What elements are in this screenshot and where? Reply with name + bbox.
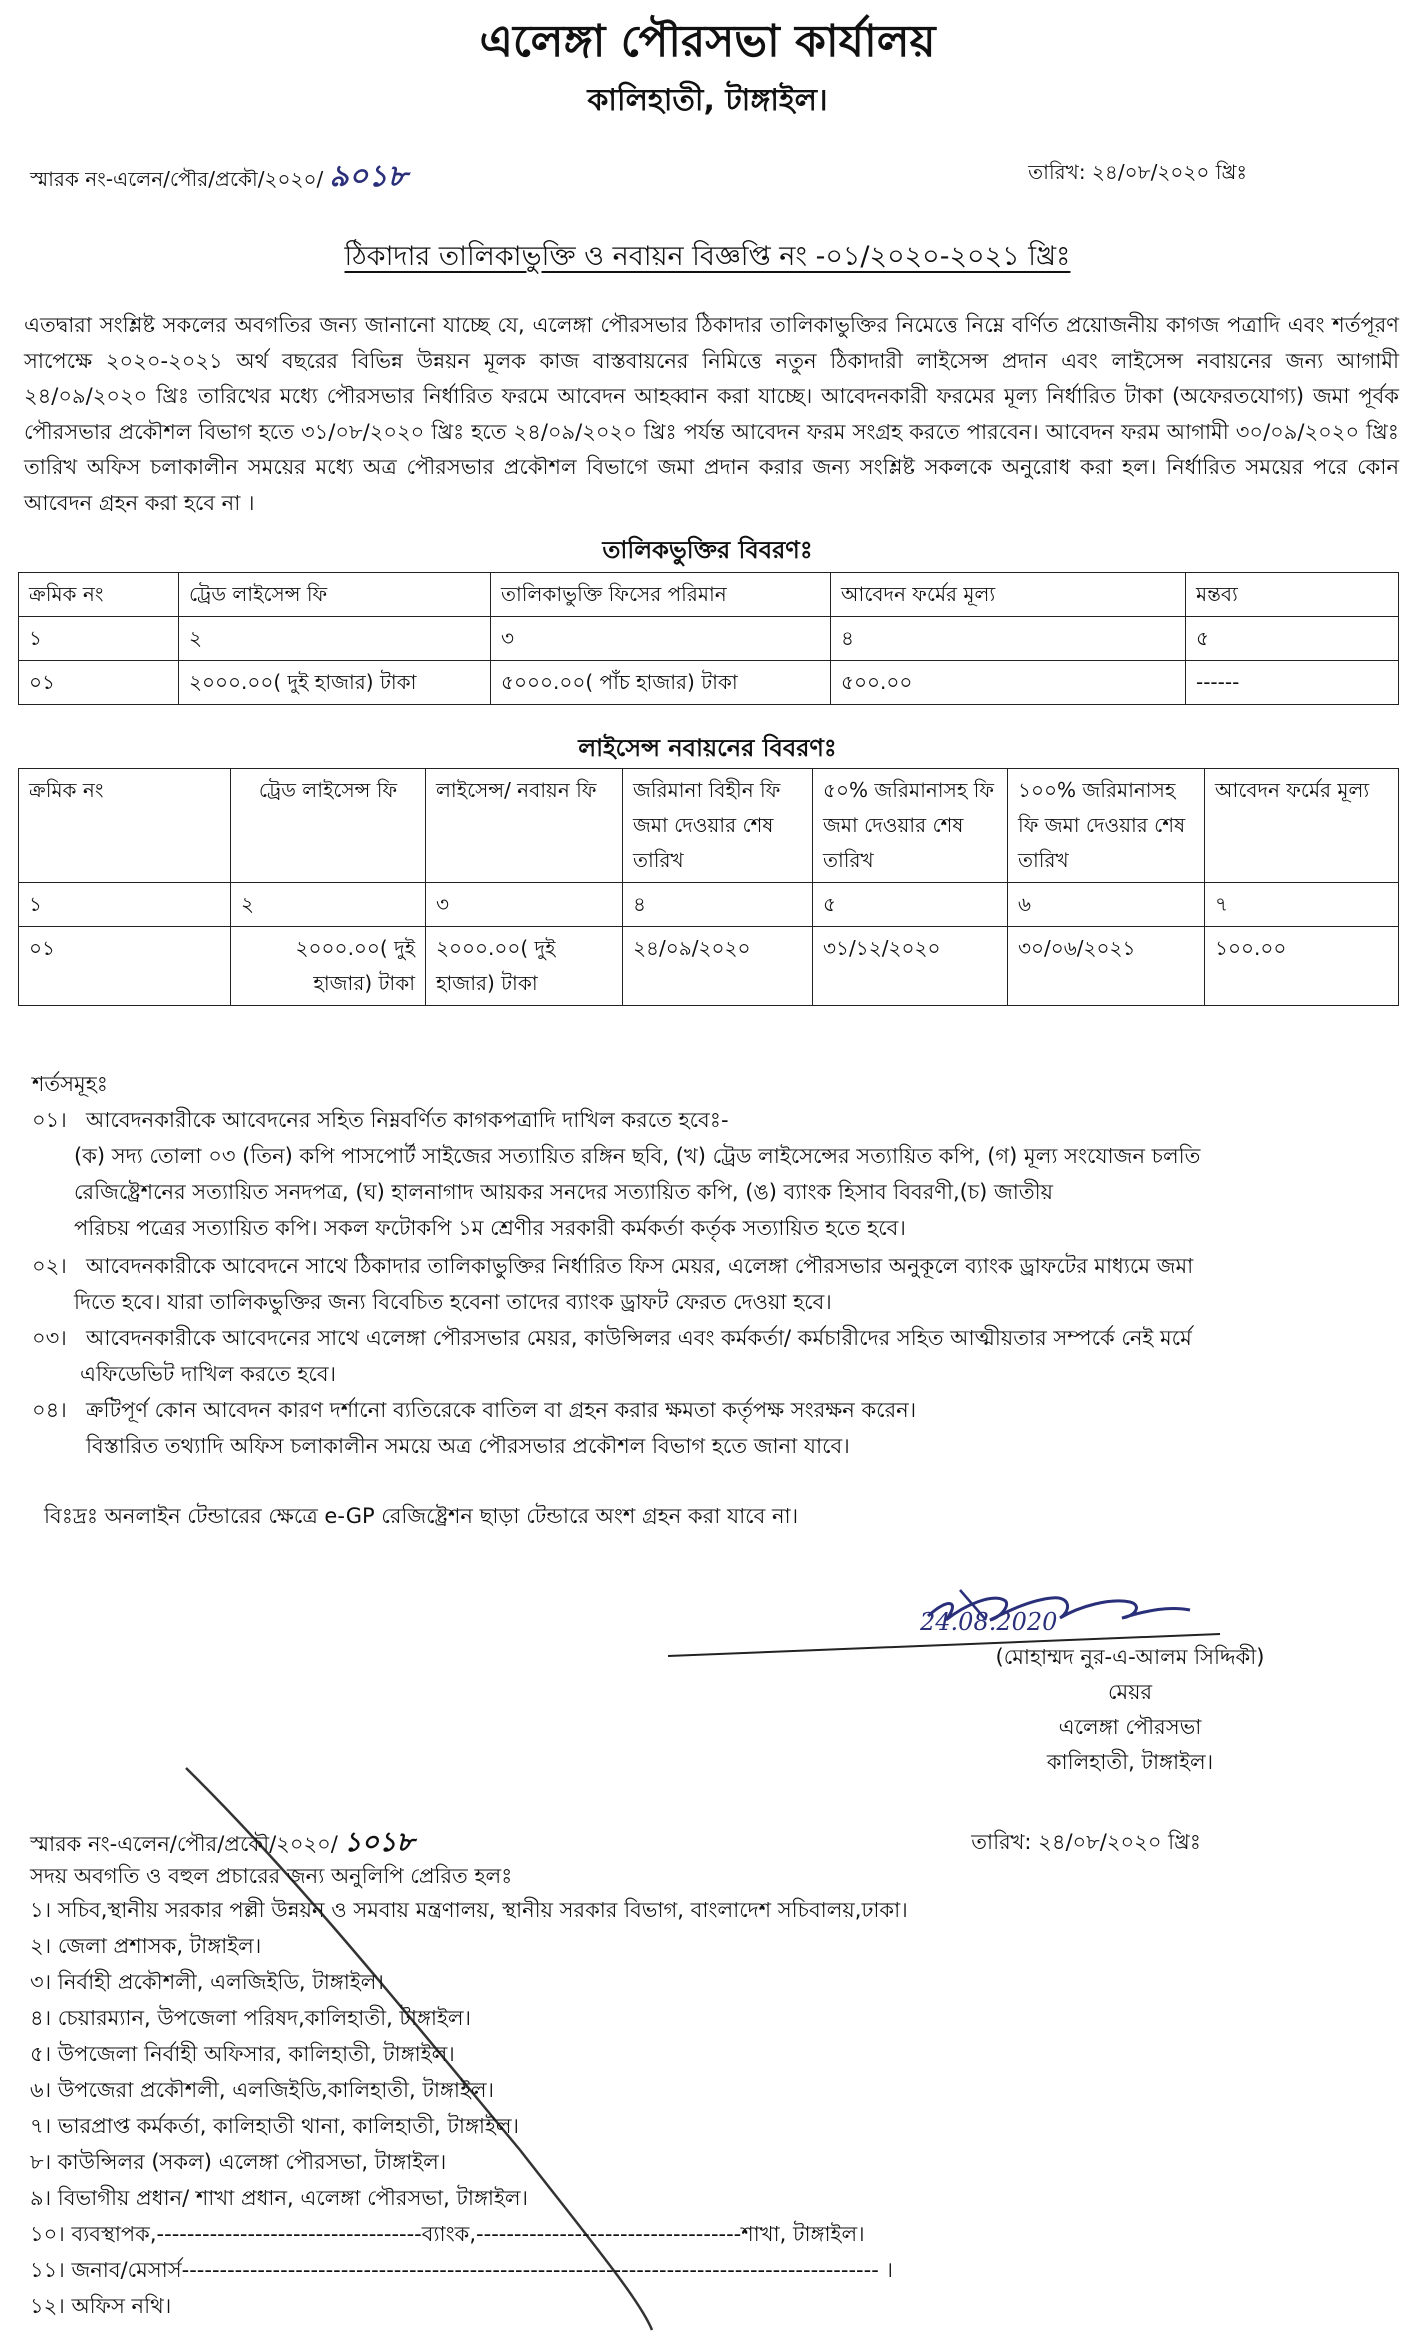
conditions-heading: শর্তসমূহঃ	[32, 1072, 108, 1096]
table-cell: ২	[231, 883, 426, 927]
table-cell: ৬	[1008, 883, 1205, 927]
table-cell: আবেদন ফর্মের মূল্য	[831, 573, 1186, 617]
table-cell: ৩০/০৬/২০২১	[1008, 927, 1205, 1006]
condition-2-text: আবেদনকারীকে আবেদনে সাথে ঠিকাদার তালিকাভুক্তির নির্ধারিত ফিস মেয়র, এলেঙ্গা পৌরসভার অনুকূলে ব্যাংক ড্রাফটের মাধ্যমে জমা	[86, 1254, 1194, 1278]
copy-memo-prefix: স্মারক নং-এলেন/পৌর/প্রকৌ/২০২০/	[30, 1832, 338, 1856]
table-cell: ২০০০.০০( দুই হাজার) টাকা	[179, 661, 491, 705]
office-name: এলেঙ্গা পৌরসভা কার্যালয়	[479, 16, 936, 67]
signatory-designation: মেয়র	[1107, 1680, 1153, 1704]
table-cell: ৩১/১২/২০২০	[813, 927, 1008, 1006]
table-cell: ১০০% জরিমানাসহ ফি জমা দেওয়ার শেষ তারিখ	[1008, 769, 1205, 883]
table-cell: ট্রেড লাইসেন্স ফি	[231, 769, 426, 883]
condition-3-text: আবেদনকারীকে আবেদনের সাথে এলেঙ্গা পৌরসভার মেয়র, কাউন্সিলর এবং কর্মকর্তা/ কর্মচারীদের সহিত আত্মীয়তার সম্পর্কে নেই মর্মে	[86, 1326, 1192, 1350]
copy-recipient: ২। জেলা প্রশাসক, টাঙ্গাইল।	[30, 1934, 262, 1958]
table-cell: তালিকাভুক্তি ফিসের পরিমান	[491, 573, 831, 617]
copy-recipient: ৩। নির্বাহী প্রকৌশলী, এলজিইডি, টাঙ্গাইল।	[30, 1970, 384, 1994]
condition-2-text-cont: দিতে হবে। যারা তালিকভুক্তির জন্য বিবেচিত হবেনা তাদের ব্যাংক ড্রাফট ফেরত দেওয়া হবে।	[74, 1290, 832, 1314]
table-cell: লাইসেন্স/ নবায়ন ফি	[426, 769, 623, 883]
table-cell: ক্রমিক নং	[19, 769, 231, 883]
condition-1-text: আবেদনকারীকে আবেদনের সহিত নিম্নবর্ণিত কাগকপত্রাদি দাখিল করতে হবেঃ-	[86, 1108, 729, 1132]
table-cell: ৫	[813, 883, 1008, 927]
notice-body: এতদ্বারা সংশ্লিষ্ট সকলের অবগতির জন্য জানানো যাচ্ছে যে, এলেঙ্গা পৌরসভার ঠিকাদার তালিকাভুক্তির নিমেত্তে নিম্নে বর্ণিত প্রয়োজনীয় কাগজ পত্রাদি এবং শর্তপূরণ সাপেক্ষে ২০২০-২০২১ অর্থ বছরের বিভিন্ন উন্নয়ন মূলক কাজ বাস্তবায়নের নিমিত্তে নতুন ঠিকাদারী লাইসেন্স প্রদান এবং লাইসেন্স নবায়নের জন্য আগামী ২৪/০৯/২০২০ খ্রিঃ তারিখের মধ্যে পৌরসভার নির্ধারিত ফরমে আবেদন আহব্বান করা যাচ্ছে। আবেদনকারী ফরমের মূল্য নির্ধারিত টাকা (অফেরতযোগ্য) জমা পূর্বক পৌরসভার প্রকৌশল বিভাগ হতে ৩১/০৮/২০২০ খ্রিঃ হতে ২৪/০৯/২০২০ খ্রিঃ পর্যন্ত আবেদন ফরম সংগ্রহ করতে পারবেন। আবেদন ফরম আগামী ৩০/০৯/২০২০ খ্রিঃ তারিখ অফিস চলাকালীন সময়ের মধ্যে অত্র পৌরসভার প্রকৌশল বিভাগে জমা প্রদান করার জন্য সংশ্লিষ্ট সকলকে অনুরোধ করা হল। নির্ধারিত সময়ের পরে কোন আবেদন গ্রহন করা হবে না ।	[24, 313, 1399, 515]
table-cell: ৩	[491, 617, 831, 661]
signatory-office: এলেঙ্গা পৌরসভা	[1058, 1715, 1202, 1739]
table-cell: ৩	[426, 883, 623, 927]
copy-recipient: ১২। অফিস নথি।	[30, 2294, 172, 2318]
condition-4-number: ০৪।	[32, 1398, 67, 1422]
copy-recipient: ১০। ব্যবস্থাপক,-----------------------------------ব্যাংক,-----------------------------------শাখা, টাঙ্গাইল।	[30, 2222, 865, 2246]
copy-recipient: ১১। জনাব/মেসার্স-------------------------------------------------------------------------------------------- ।	[30, 2258, 893, 2282]
table-cell: ১	[19, 883, 231, 927]
table-cell: ৫০% জরিমানাসহ ফি জমা দেওয়ার শেষ তারিখ	[813, 769, 1008, 883]
signatory-name: (মোহাম্মদ নুর-এ-আলম সিদ্দিকী)	[995, 1645, 1265, 1669]
condition-1-number: ০১।	[32, 1108, 67, 1132]
table-cell: ৭	[1205, 883, 1399, 927]
table-cell: ৪	[623, 883, 813, 927]
table-cell: ৫০০০.০০( পাঁচ হাজার) টাকা	[491, 661, 831, 705]
office-address: কালিহাতী, টাঙ্গাইল।	[587, 83, 828, 118]
table-cell: ১	[19, 617, 179, 661]
table-cell: জরিমানা বিহীন ফি জমা দেওয়ার শেষ তারিখ	[623, 769, 813, 883]
notice-title-text: ঠিকাদার তালিকাভুক্তি ও নবায়ন বিজ্ঞপ্তি নং -০১/২০২০-২০২১ খ্রিঃ	[344, 241, 1071, 272]
signature-date: 24.08.2020	[920, 1608, 1058, 1636]
condition-4-text: ক্রটিপূর্ণ কোন আবেদন কারণ দর্শানো ব্যতিরেকে বাতিল বা গ্রহন করার ক্ষমতা কর্তৃপক্ষ সংরক্ষন করেন।	[86, 1398, 917, 1422]
note-line: বিঃদ্রঃ অনলাইন টেন্ডারের ক্ষেত্রে e-GP রেজিষ্ট্রেশন ছাড়া টেন্ডারে অংশ গ্রহন করা যাবে না।	[44, 1504, 799, 1528]
copy-recipient: ৮। কাউন্সিলর (সকল) এলেঙ্গা পৌরসভা, টাঙ্গাইল।	[30, 2150, 447, 2174]
table-cell: ট্রেড লাইসেন্স ফি	[179, 573, 491, 617]
memo-number-handwritten: ৯০১৮	[329, 159, 408, 194]
table-cell: আবেদন ফর্মের মূল্য	[1205, 769, 1399, 883]
copy-recipient: ৪। চেয়ারম্যান, উপজেলা পরিষদ,কালিহাতী, টাঙ্গাইল।	[30, 2006, 472, 2030]
condition-4-text-cont: বিস্তারিত তথ্যাদি অফিস চলাকালীন সময়ে অত্র পৌরসভার প্রকৌশল বিভাগ হতে জানা যাবে।	[86, 1434, 850, 1458]
condition-1-detail: (ক) সদ্য তোলা ০৩ (তিন) কপি পাসপোর্ট সাইজের সত্যায়িত রঙ্গিন ছবি, (খ) ট্রেড লাইসেন্সের সত্যায়িত কপি, (গ) মূল্য সংযোজন চলতি	[74, 1144, 1201, 1168]
copy-recipient: ৫। উপজেলা নির্বাহী অফিসার, কালিহাতী, টাঙ্গাইল।	[30, 2042, 455, 2066]
copy-intro: সদয় অবগতি ও বহুল প্রচারের জন্য অনুলিপি প্রেরিত হলঃ	[30, 1864, 513, 1888]
table-cell: ৫০০.০০	[831, 661, 1186, 705]
condition-3-number: ০৩।	[32, 1326, 67, 1350]
table-cell: ২০০০.০০( দুই হাজার) টাকা	[231, 927, 426, 1006]
copy-recipient: ৯। বিভাগীয় প্রধান/ শাখা প্রধান, এলেঙ্গা পৌরসভা, টাঙ্গাইল।	[30, 2186, 529, 2210]
copy-memo-number-handwritten: ১০১৮	[343, 1827, 414, 1858]
copy-recipient: ১। সচিব,স্থানীয় সরকার পল্লী উন্নয়ন ও সমবায় মন্ত্রণালয়, স্থানীয় সরকার বিভাগ, বাংলাদেশ সচিবালয়,ঢাকা।	[30, 1898, 908, 1922]
renewal-section-title: লাইসেন্স নবায়নের বিবরণঃ	[578, 734, 837, 762]
memo-date: তারিখ: ২৪/০৮/২০২০ খ্রিঃ	[1028, 160, 1247, 184]
table-cell: ৫	[1186, 617, 1399, 661]
condition-2-number: ০২।	[32, 1254, 67, 1278]
condition-3-text-cont: এফিডেভিট দাখিল করতে হবে।	[80, 1362, 337, 1386]
copy-memo-date: তারিখ: ২৪/০৮/২০২০ খ্রিঃ	[971, 1830, 1201, 1854]
table-cell: ------	[1186, 661, 1399, 705]
copy-recipient: ৬। উপজেরা প্রকৌশলী, এলজিইডি,কালিহাতী, টাঙ্গাইল।	[30, 2078, 495, 2102]
table-cell: ২০০০.০০( দুই হাজার) টাকা	[426, 927, 623, 1006]
table-cell: ২	[179, 617, 491, 661]
table-cell: ০১	[19, 927, 231, 1006]
table-cell: ৪	[831, 617, 1186, 661]
table-cell: ০১	[19, 661, 179, 705]
copy-recipient: ৭। ভারপ্রাপ্ত কর্মকর্তা, কালিহাতী থানা, কালিহাতী, টাঙ্গাইল।	[30, 2114, 520, 2138]
table-cell: ২৪/০৯/২০২০	[623, 927, 813, 1006]
table-cell: মন্তব্য	[1186, 573, 1399, 617]
enlistment-section-title: তালিকভুক্তির বিবরণঃ	[602, 536, 813, 564]
condition-1-detail: রেজিষ্ট্রেশনের সত্যায়িত সনদপত্র, (ঘ) হালনাগাদ আয়কর সনদের সত্যায়িত কপি, (ঙ) ব্যাংক হিসাব বিবরণী,(চ) জাতীয়	[74, 1180, 1054, 1204]
memo-prefix: স্মারক নং-এলেন/পৌর/প্রকৌ/২০২০/	[30, 167, 324, 191]
table-cell: ক্রমিক নং	[19, 573, 179, 617]
table-cell: ১০০.০০	[1205, 927, 1399, 1006]
condition-1-detail: পরিচয় পত্রের সত্যায়িত কপি। সকল ফটোকপি ১ম শ্রেণীর সরকারী কর্মকর্তা কর্তৃক সত্যায়িত হতে হবে।	[74, 1216, 906, 1240]
signatory-address: কালিহাতী, টাঙ্গাইল।	[1046, 1750, 1214, 1774]
